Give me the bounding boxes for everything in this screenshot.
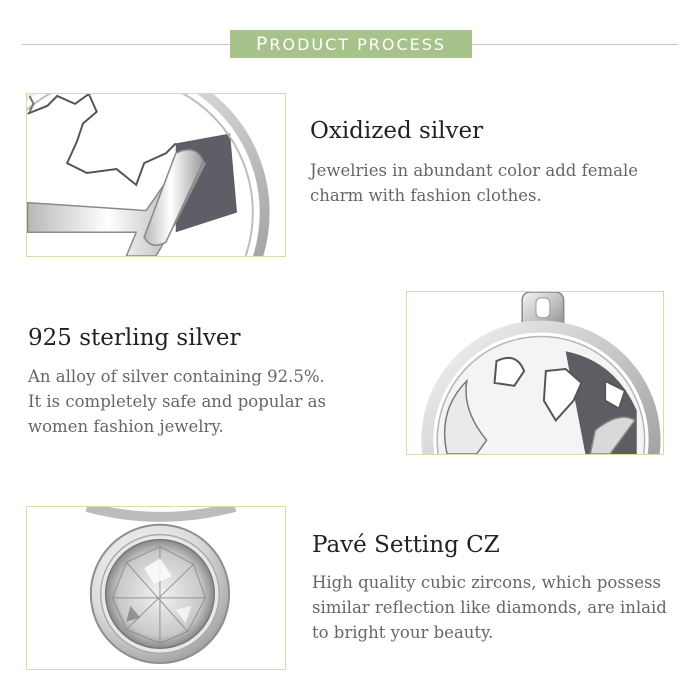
oxidized-silver-image — [26, 93, 286, 257]
header-title-initial: P — [255, 33, 270, 55]
desc-line: High quality cubic zircons, which possess — [312, 573, 661, 592]
pendant-ring-illustration — [407, 292, 663, 454]
desc-line: to bright your beauty. — [312, 623, 494, 642]
pendant-closeup-illustration — [27, 94, 285, 256]
pave-setting-image — [26, 506, 286, 670]
feature-title-sterling: 925 sterling silver — [28, 325, 241, 351]
header-divider-left — [22, 44, 230, 45]
desc-line: An alloy of silver containing 92.5%. — [28, 367, 325, 386]
desc-line: women fashion jewelry. — [28, 417, 224, 436]
header-title-rest: RODUCT PROCESS — [269, 34, 447, 54]
desc-line: It is completely safe and popular as — [28, 392, 326, 411]
feature-desc-sterling — [28, 364, 326, 439]
desc-line: charm with fashion clothes. — [310, 186, 542, 205]
desc-line: Jewelries in abundant color add female — [310, 161, 639, 180]
feature-title-oxidized: Oxidized silver — [310, 118, 484, 144]
cz-stone-illustration — [27, 507, 285, 669]
header-divider-right — [472, 44, 678, 45]
desc-line: similar reflection like diamonds, are inlaid — [312, 598, 667, 617]
feature-desc-oxidized — [310, 158, 638, 208]
section-header — [230, 30, 472, 58]
feature-desc-pave — [312, 570, 667, 645]
feature-title-pave: Pavé Setting CZ — [312, 532, 500, 558]
sterling-silver-image — [406, 291, 664, 455]
